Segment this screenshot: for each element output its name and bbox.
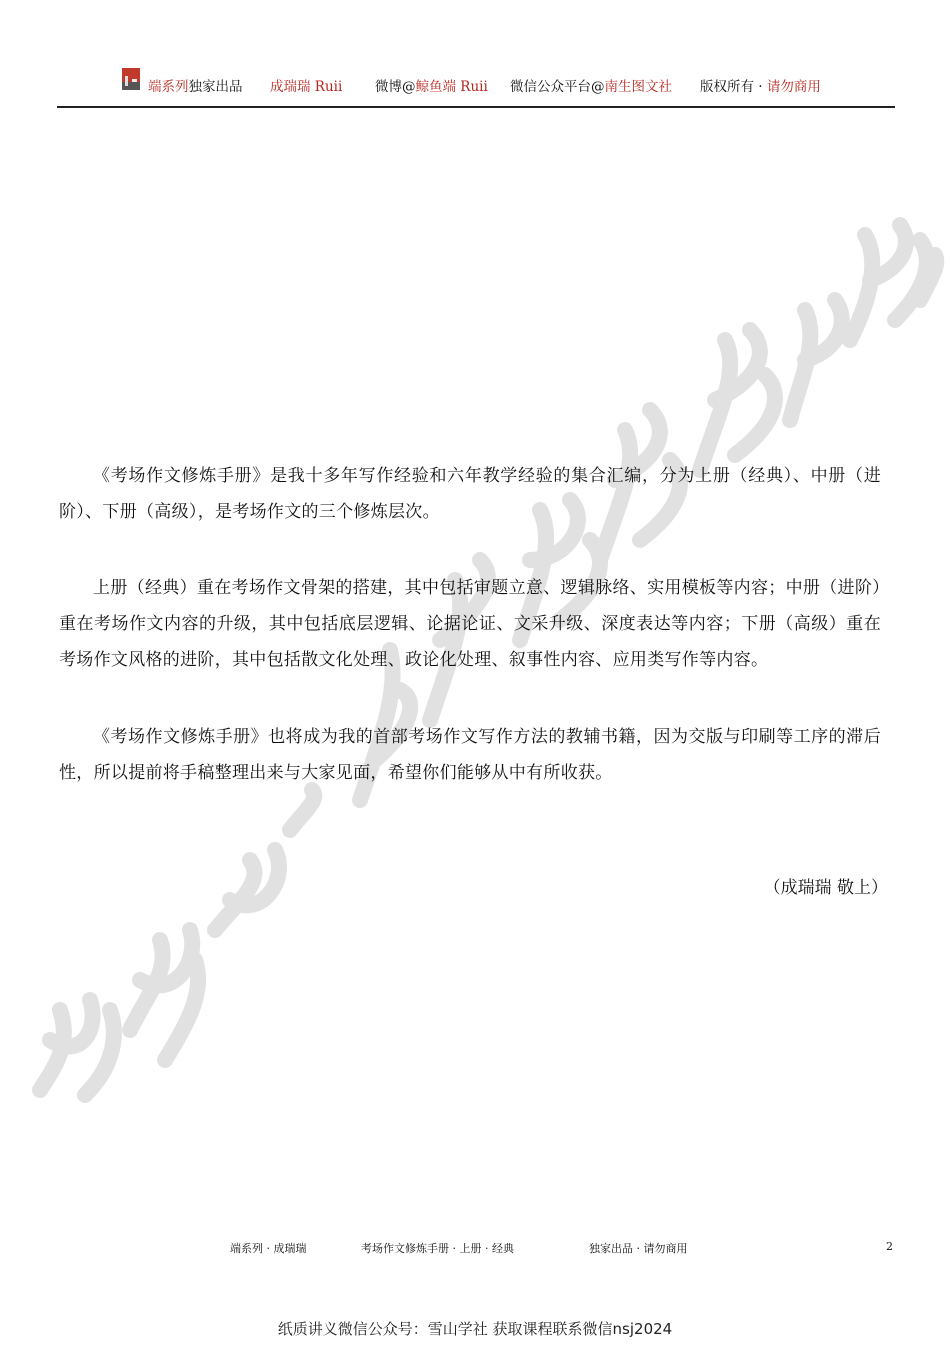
paragraph-purpose: 《考场作文修炼手册》也将成为我的首部考场作文写作方法的教辅书籍，因为交版与印刷等工序的滞后性，所以提前将手稿整理出来与大家见面，希望你们能够从中有所收获。 [59, 727, 881, 783]
footer-center: 考场作文修炼手册 · 上册 · 经典 [361, 1242, 514, 1255]
wechat-prefix: 微信公众平台@ [510, 79, 605, 95]
series-suffix: 独家出品 [188, 79, 243, 95]
header-copyright [700, 75, 821, 95]
copyright-warning: 请勿商用 [766, 79, 821, 95]
header-weibo [375, 75, 488, 95]
page-header [122, 68, 882, 96]
header-wechat [510, 75, 672, 95]
header-brand [148, 75, 243, 95]
series-brand: 端系列 [148, 79, 189, 95]
page-footer [0, 1240, 950, 1260]
paragraph-volumes: 上册（经典）重在考场作文骨架的搭建，其中包括审题立意、逻辑脉络、实用模板等内容；中册（进阶）重在考场作文内容的升级，其中包括底层逻辑、论据论证、文采升级、深度表达等内容；下册（高级）重在考场作文风格的进阶，其中包括散文化处理、政论化处理、叙事性内容、应用类写作等内容。 [59, 578, 881, 670]
weibo-handle: 鲸鱼端 Ruii [415, 79, 488, 95]
page-number: 2 [886, 1240, 893, 1253]
weibo-prefix: 微博@ [375, 79, 416, 95]
wechat-handle: 南生图文社 [604, 79, 672, 95]
copyright-prefix: 版权所有 · [700, 79, 767, 95]
signature: （成瑞瑞 敬上） [763, 878, 888, 898]
header-divider [57, 106, 895, 108]
paragraph-intro: 《考场作文修炼手册》是我十多年写作经验和六年教学经验的集合汇编，分为上册（经典）、中册（进阶）、下册（高级），是考场作文的三个修炼层次。 [59, 466, 881, 522]
header-author: 成瑞瑞 Ruii [270, 79, 343, 95]
bottom-note: 纸质讲义微信公众号：雪山学社 获取课程联系微信nsj2024 [277, 1320, 673, 1338]
footer-left: 端系列 · 成瑞瑞 [230, 1242, 307, 1255]
footer-right: 独家出品 · 请勿商用 [589, 1242, 688, 1255]
brand-logo-icon [122, 68, 140, 90]
